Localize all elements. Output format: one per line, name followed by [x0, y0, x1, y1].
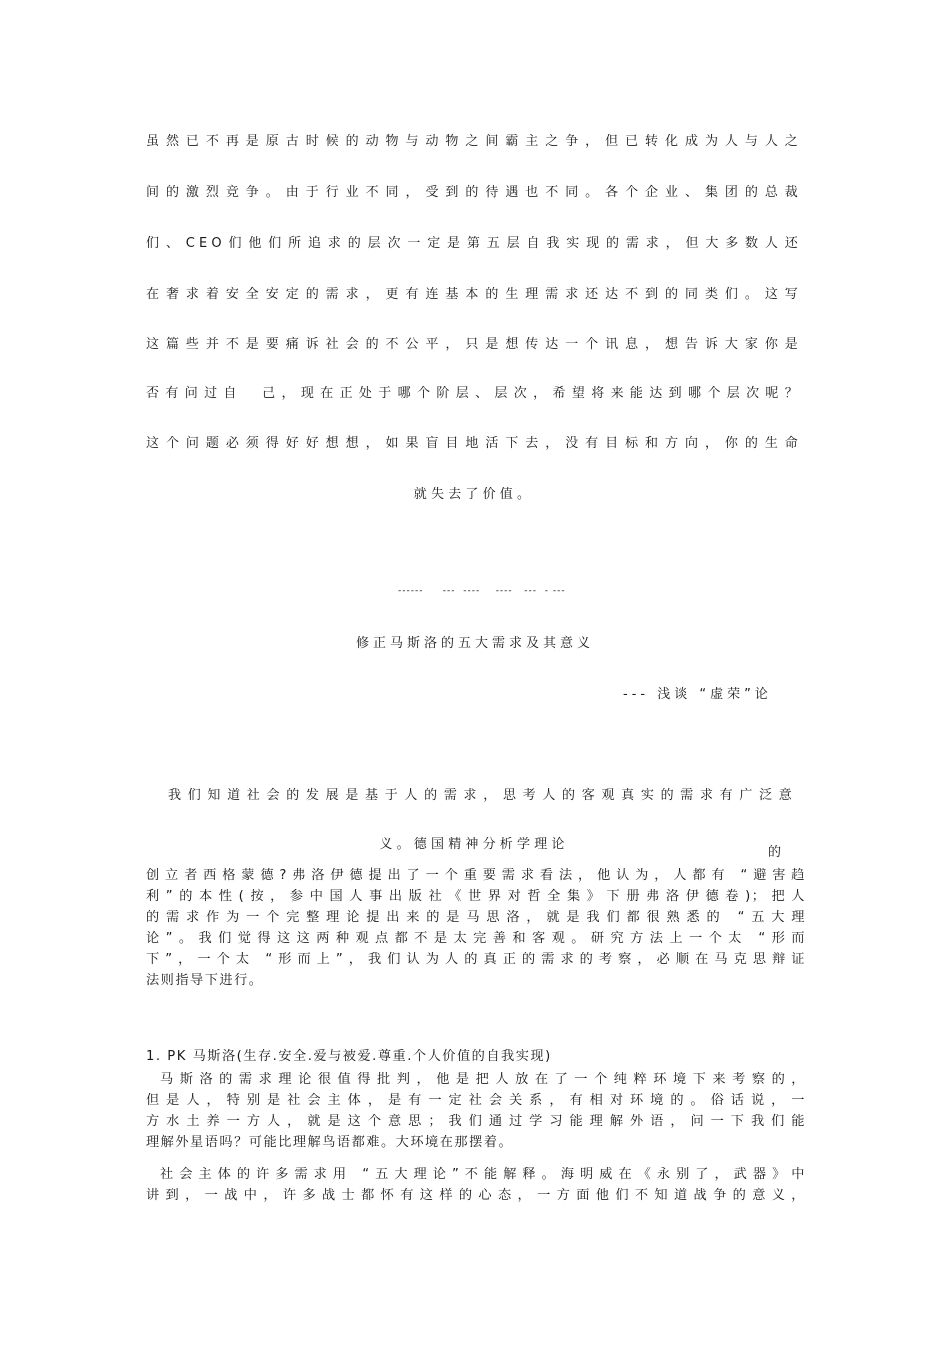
- article-title: 修正马斯洛的五大需求及其意义: [355, 636, 594, 651]
- para3-line-2: 但是人，特别是社会主体，是有一定社会关系，有相对环境的。俗话说，一: [146, 1093, 806, 1108]
- para3-line-4: 理解外星语吗？可能比理解鸟语都难。大环境在那摆着。: [146, 1135, 514, 1150]
- lone-character: 的: [768, 845, 782, 860]
- para1-line-7: 这个问题必须得好好想想，如果盲目地活下去，没有目标和方向，你的生命: [146, 436, 802, 451]
- para4: [146, 1164, 806, 1206]
- para4-line-1: 社会主体的许多需求用 “五大理论”不能解释。海明威在《永别了，武器》中: [160, 1167, 806, 1182]
- para1-line-1: 虽然已不再是原古时候的动物与动物之间霸主之争，但已转化成为人与人之: [146, 134, 802, 149]
- para1-line-4: 在奢求着安全安定的需求，更有连基本的生理需求还达不到的同类们。这写: [146, 287, 802, 302]
- section1-heading-block: [146, 1046, 806, 1067]
- intro-line-2: 义。德国精神分析学理论: [379, 837, 569, 852]
- para2-line-6: 法则指导下进行。: [146, 973, 264, 988]
- para1-line-2: 间的激烈竞争。由于行业不同，受到的待遇也不同。各个企业、集团的总裁: [146, 185, 802, 200]
- para3-line-3: 方水土养一方人，就是这个意思；我们通过学习能理解外语，问一下我们能: [146, 1114, 806, 1129]
- para2-line-3: 的需求作为一个完整理论提出来的是马思洛，就是我们都很熟悉的 “五大理: [146, 910, 806, 925]
- para2: [146, 865, 806, 991]
- separator-dashes: ------ --- ---- ---- --- - ---: [398, 586, 566, 596]
- para2-line-5: 下”，一个太 “形而上”，我们认为人的真正的需求的考察，必顺在马克思辩证: [146, 952, 806, 967]
- para2-line-2: 利”的本性(按，参中国人事出版社《世界对哲全集》下册弗洛伊德卷)；把人: [146, 889, 806, 904]
- article-subtitle: --- 浅谈 “虚荣”论: [623, 687, 772, 702]
- para1-line-8: 就失去了价值。: [413, 487, 535, 502]
- para2-line-1: 创立者西格蒙德?弗洛伊德提出了一个重要需求看法，他认为，人都有 “避害趋: [146, 868, 806, 883]
- para2-line-4: 论”。我们觉得这这两种观点都不是太完善和客观。研究方法上一个太 “形而: [146, 931, 806, 946]
- para1-line-5: 这篇些并不是要痛诉社会的不公平，只是想传达一个讯息，想告诉大家你是: [146, 337, 802, 352]
- para1-line-3: 们、CEO们他们所追求的层次一定是第五层自我实现的需求，但大多数人还: [146, 236, 802, 251]
- para3-line-1: 马斯洛的需求理论很值得批判，他是把人放在了一个纯粹环境下来考察的，: [160, 1072, 806, 1087]
- para4-line-2: 讲到，一战中，许多战士都怀有这样的心态，一方面他们不知道战争的意义，: [146, 1188, 806, 1203]
- section1-heading: 1. PK 马斯洛(生存.安全.爱与被爱.尊重.个人价值的自我实现): [146, 1049, 552, 1064]
- intro-line-1: 我们知道社会的发展是基于人的需求，思考人的客观真实的需求有广泛意: [168, 788, 796, 803]
- para1-line-6: 否有问过自 己，现在正处于哪个阶层、层次，希望将来能达到哪个层次呢？: [146, 386, 802, 401]
- para3: [146, 1069, 806, 1153]
